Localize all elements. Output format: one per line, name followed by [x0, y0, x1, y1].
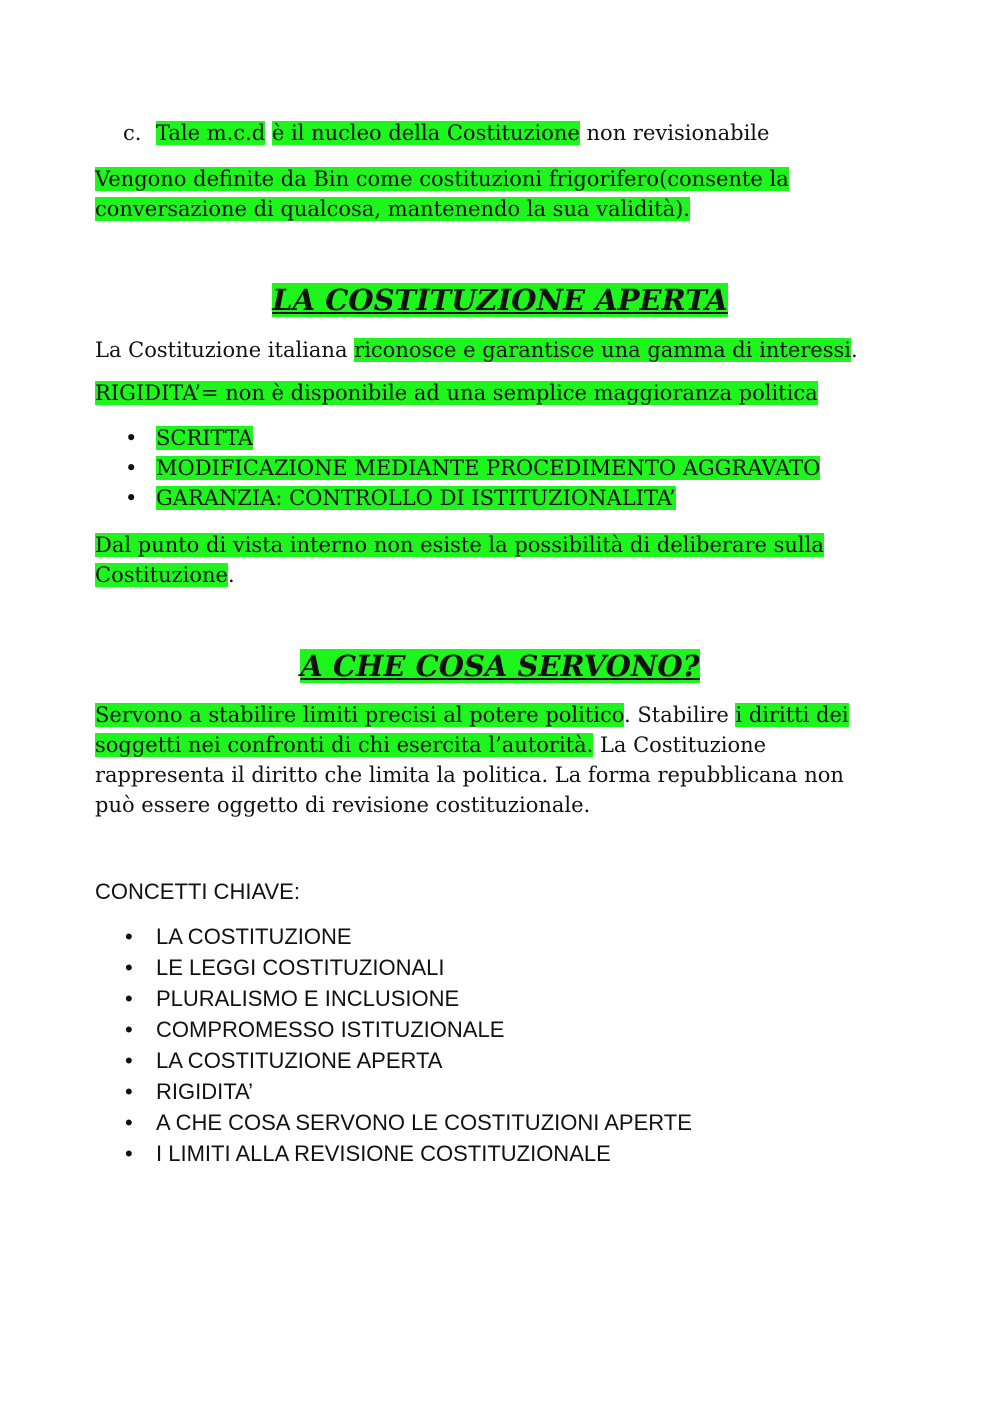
highlighted-text: soggetti nei confronti di chi esercita l’autorità. [95, 733, 594, 757]
bullet-icon: • [125, 1141, 133, 1166]
bullet-icon: • [125, 426, 138, 450]
highlighted-text: riconosce e garantisce una gamma di interessi [354, 338, 851, 362]
paragraph-servono [95, 700, 895, 820]
list-item [123, 483, 820, 513]
list-item-text: SCRITTA [156, 426, 253, 450]
highlighted-text: RIGIDITA’= non è disponibile ad una semplice maggioranza politica [95, 381, 818, 405]
plain-text: rappresenta il diritto che limita la politica. La forma repubblicana non [95, 763, 844, 787]
bullet-icon: • [125, 924, 133, 949]
list-item-text: MODIFICAZIONE MEDIANTE PROCEDIMENTO AGGRAVATO [156, 456, 821, 480]
highlighted-text: Dal punto di vista interno non esiste la possibilità di deliberare sulla [95, 533, 824, 557]
list-item [123, 1107, 692, 1138]
paragraph-punto-di-vista [95, 530, 895, 590]
list-item-text: LA COSTITUZIONE [156, 924, 352, 949]
list-item-text: GARANZIA: CONTROLLO DI ISTITUZIONALITA’ [156, 486, 676, 510]
highlighted-text: Costituzione [95, 563, 228, 587]
list-item [123, 423, 820, 453]
heading-text: A CHE COSA SERVONO? [300, 649, 700, 683]
list-item [123, 1076, 692, 1107]
bullet-icon: • [125, 1110, 133, 1135]
list-item [123, 1014, 692, 1045]
bullet-icon: • [125, 1079, 133, 1104]
bullet-icon: • [125, 1048, 133, 1073]
highlighted-text: è il nucleo della Costituzione [271, 121, 580, 145]
list-item [123, 983, 692, 1014]
list-item-text: LA COSTITUZIONE APERTA [156, 1048, 443, 1073]
plain-text: può essere oggetto di revisione costituzionale. [95, 793, 591, 817]
list-item [123, 1138, 692, 1169]
list-item-text: COMPROMESSO ISTITUZIONALE [156, 1017, 505, 1042]
list-item-text: RIGIDITA’ [156, 1079, 253, 1104]
plain-text: La Costituzione italiana [95, 338, 355, 362]
rigidita-bullet-list [123, 423, 820, 513]
punctuation: . [227, 563, 235, 587]
plain-text: La Costituzione [593, 733, 767, 757]
bullet-icon: • [125, 986, 133, 1011]
list-item [123, 1045, 692, 1076]
highlighted-text: conversazione di qualcosa, mantenendo la sua validità). [95, 197, 690, 221]
punctuation: . [850, 338, 858, 362]
plain-text: . Stabilire [624, 703, 736, 727]
list-marker: c. [123, 121, 142, 145]
list-item-text: LE LEGGI COSTITUZIONALI [156, 955, 445, 980]
highlighted-text: Vengono definite da Bin come costituzioni frigorifero(consente la [95, 167, 789, 191]
plain-text: non revisionabile [586, 121, 770, 145]
section-heading-costituzione-aperta [0, 281, 1000, 319]
bullet-icon: • [125, 955, 133, 980]
section-heading-a-che-cosa-servono [0, 647, 1000, 685]
bullet-icon: • [125, 486, 138, 510]
paragraph-frigorifero [95, 164, 895, 224]
concetti-chiave-list [123, 921, 692, 1169]
heading-text: LA COSTITUZIONE APERTA [272, 283, 728, 317]
highlighted-text: Servono a stabilire limiti precisi al potere politico [95, 703, 625, 727]
bullet-icon: • [125, 1017, 133, 1042]
paragraph-costituzione-italiana [95, 335, 895, 365]
bullet-icon: • [125, 456, 138, 480]
list-item-text: I LIMITI ALLA REVISIONE COSTITUZIONALE [156, 1141, 611, 1166]
highlighted-text: Tale m.c.d [156, 121, 266, 145]
list-item-text: A CHE COSA SERVONO LE COSTITUZIONI APERTE [156, 1110, 692, 1135]
list-item-c [123, 118, 769, 148]
list-item [123, 921, 692, 952]
list-item [123, 453, 820, 483]
list-item [123, 952, 692, 983]
concetti-chiave-title: CONCETTI CHIAVE: [95, 879, 300, 904]
list-item-text: PLURALISMO E INCLUSIONE [156, 986, 460, 1011]
highlighted-text: i diritti dei [735, 703, 849, 727]
paragraph-rigidita [95, 378, 895, 408]
